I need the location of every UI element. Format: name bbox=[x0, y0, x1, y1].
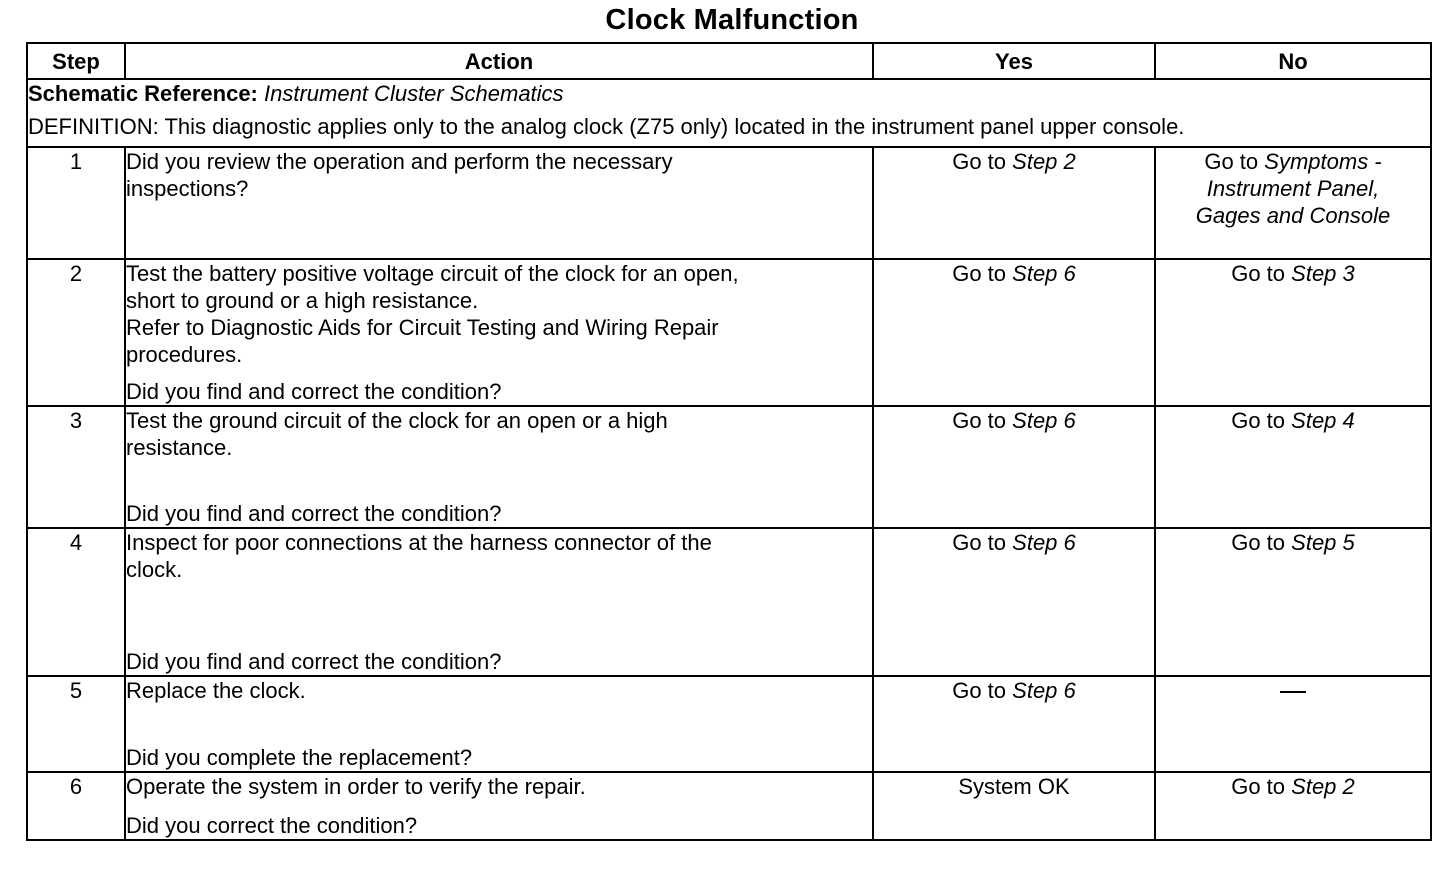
yes-target-link[interactable]: Step 6 bbox=[1012, 530, 1076, 555]
no-target-link[interactable]: Step 4 bbox=[1291, 408, 1355, 433]
schematic-reference bbox=[28, 80, 1430, 107]
header-row bbox=[27, 43, 1431, 79]
header-step: Step bbox=[27, 43, 125, 79]
yes-cell bbox=[873, 406, 1155, 528]
no-target-link-line2[interactable]: Instrument Panel, bbox=[1206, 176, 1380, 201]
yes-prefix: Go to bbox=[952, 408, 1007, 433]
schematic-reference-value: Instrument Cluster Schematics bbox=[264, 81, 564, 106]
yes-cell bbox=[873, 147, 1155, 259]
no-prefix: Go to bbox=[1231, 408, 1286, 433]
no-cell bbox=[1155, 528, 1431, 676]
definition-text: DEFINITION: This diagnostic applies only to the analog clock (Z75 only) located in the instrument panel upper console. bbox=[28, 114, 1185, 139]
no-prefix: Go to bbox=[1231, 261, 1286, 286]
table-row bbox=[27, 406, 1431, 528]
yes-target-link[interactable]: Step 6 bbox=[1012, 678, 1076, 703]
action-question: Did you find and correct the condition? bbox=[126, 649, 502, 674]
table-row bbox=[27, 259, 1431, 406]
yes-target-link[interactable]: Step 6 bbox=[1012, 261, 1076, 286]
action-text: Inspect for poor connections at the harness connector of the clock. bbox=[126, 530, 712, 582]
reference-cell bbox=[27, 79, 1431, 147]
schematic-reference-label: Schematic Reference: bbox=[28, 81, 258, 106]
step-number: 2 bbox=[27, 259, 125, 406]
yes-prefix: Go to bbox=[952, 149, 1007, 174]
no-target-link[interactable]: Step 5 bbox=[1291, 530, 1355, 555]
no-cell bbox=[1155, 406, 1431, 528]
yes-cell bbox=[873, 772, 1155, 840]
step-number: 3 bbox=[27, 406, 125, 528]
action-cell bbox=[125, 406, 873, 528]
step-number: 1 bbox=[27, 147, 125, 259]
yes-cell bbox=[873, 259, 1155, 406]
action-text: Replace the clock. bbox=[126, 678, 306, 703]
header-yes: Yes bbox=[873, 43, 1155, 79]
no-cell bbox=[1155, 259, 1431, 406]
yes-cell bbox=[873, 528, 1155, 676]
step-number: 4 bbox=[27, 528, 125, 676]
header-no: No bbox=[1155, 43, 1431, 79]
no-cell bbox=[1155, 147, 1431, 259]
table-row bbox=[27, 772, 1431, 840]
page-title: Clock Malfunction bbox=[605, 4, 859, 36]
yes-prefix: Go to bbox=[952, 261, 1007, 286]
no-target-link-line3[interactable]: Gages and Console bbox=[1195, 203, 1391, 228]
step-number: 5 bbox=[27, 676, 125, 772]
action-text: Operate the system in order to verify the repair. bbox=[126, 774, 586, 799]
action-text: Did you review the operation and perform the necessary inspections? bbox=[126, 149, 673, 201]
no-action-dash bbox=[1280, 691, 1306, 693]
action-text: Test the battery positive voltage circuit of the clock for an open, short to ground or a high resistance. Refer to Diagnostic Aids for Circuit Testing and Wiring Repair procedures. bbox=[126, 261, 739, 367]
action-question: Did you find and correct the condition? bbox=[126, 501, 502, 526]
action-cell bbox=[125, 147, 873, 259]
action-question: Did you correct the condition? bbox=[126, 813, 418, 838]
no-target-link[interactable]: Step 3 bbox=[1291, 261, 1355, 286]
table-row bbox=[27, 528, 1431, 676]
diagnostic-table bbox=[26, 42, 1432, 841]
action-question: Did you find and correct the condition? bbox=[126, 379, 502, 404]
yes-target-link[interactable]: Step 2 bbox=[1012, 149, 1076, 174]
yes-prefix: Go to bbox=[952, 530, 1007, 555]
action-cell bbox=[125, 259, 873, 406]
yes-prefix: Go to bbox=[952, 678, 1007, 703]
no-prefix: Go to bbox=[1231, 774, 1286, 799]
table-row bbox=[27, 676, 1431, 772]
no-prefix: Go to bbox=[1231, 530, 1286, 555]
action-text: Test the ground circuit of the clock for an open or a high resistance. bbox=[126, 408, 668, 460]
no-cell bbox=[1155, 676, 1431, 772]
yes-result: System OK bbox=[958, 774, 1070, 799]
step-number: 6 bbox=[27, 772, 125, 840]
reference-row bbox=[27, 79, 1431, 147]
action-question: Did you complete the replacement? bbox=[126, 745, 473, 770]
no-cell bbox=[1155, 772, 1431, 840]
header-action: Action bbox=[125, 43, 873, 79]
yes-target-link[interactable]: Step 6 bbox=[1012, 408, 1076, 433]
table-row bbox=[27, 147, 1431, 259]
yes-cell bbox=[873, 676, 1155, 772]
no-target-link[interactable]: Step 2 bbox=[1291, 774, 1355, 799]
action-cell bbox=[125, 528, 873, 676]
action-cell bbox=[125, 676, 873, 772]
no-target-link[interactable]: Symptoms - bbox=[1264, 149, 1382, 174]
no-prefix: Go to bbox=[1204, 149, 1259, 174]
action-cell bbox=[125, 772, 873, 840]
